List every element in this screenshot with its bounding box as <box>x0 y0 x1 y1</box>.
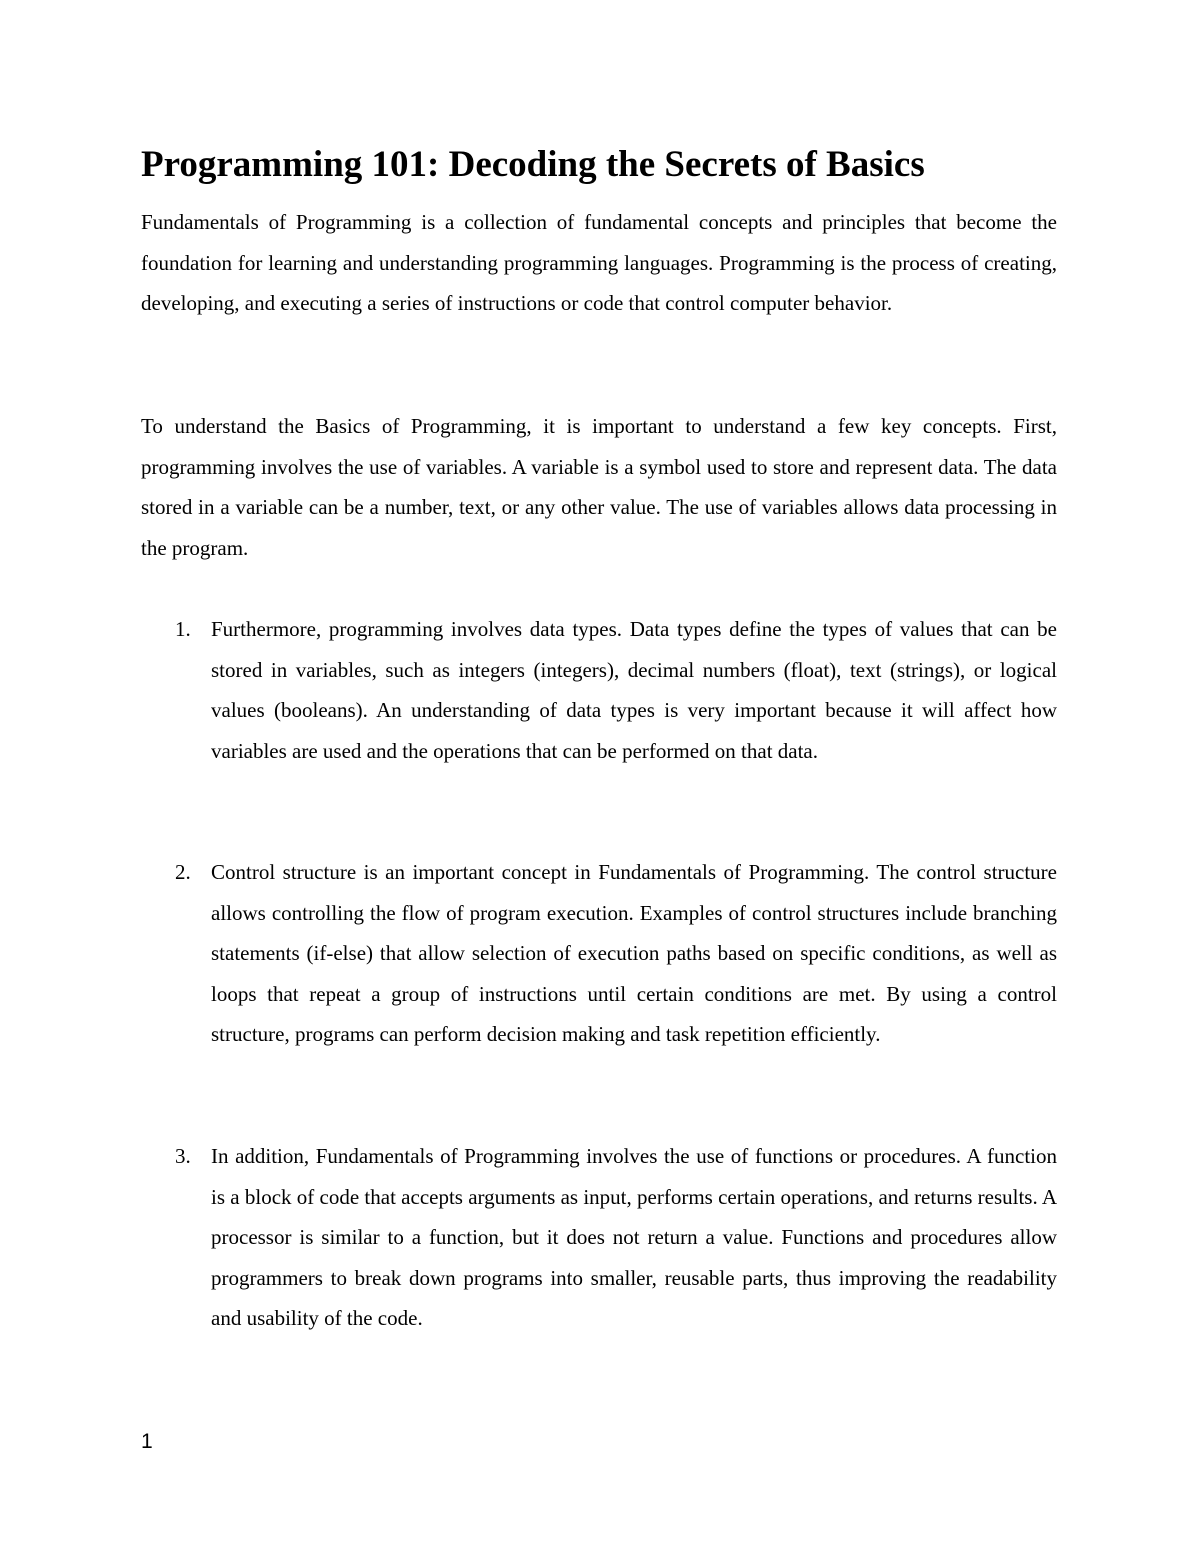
list-item-number: 2. <box>175 860 191 884</box>
list-item-number: 1. <box>175 617 191 641</box>
list-item-text: Control structure is an important concept in Fundamentals of Programming. The control structure allows controlling the flow of program execution. Examples of control structures include branching statements (if-else) that allow selection of execution paths based on specific conditions, as well as loops that repeat a group of instructions until certain conditions are met. By using a control structure, programs can perform decision making and task repetition efficiently. <box>211 860 1057 1046</box>
page-title: Programming 101: Decoding the Secrets of Basics <box>141 144 925 185</box>
intro-paragraph: Fundamentals of Programming is a collection of fundamental concepts and principles that become the foundation for learning and understanding programming languages. Programming is the process of creating, developing, and executing a series of instructions or code that control computer behavior. <box>141 210 1057 315</box>
list-item-text: Furthermore, programming involves data types. Data types define the types of values that can be stored in variables, such as integers (integers), decimal numbers (float), text (strings), or logical values (booleans). An understanding of data types is very important because it will affect how variables are used and the operations that can be performed on that data. <box>211 617 1057 763</box>
list-item-text: In addition, Fundamentals of Programming involves the use of functions or procedures. A function is a block of code that accepts arguments as input, performs certain operations, and returns results. A processor is similar to a function, but it does not return a value. Functions and procedures allow programmers to break down programs into smaller, reusable parts, thus improving the readability and usability of the code. <box>211 1144 1057 1330</box>
list-item-number: 3. <box>175 1144 191 1168</box>
page-number: 1 <box>141 1430 153 1453</box>
basics-paragraph: To understand the Basics of Programming, it is important to understand a few key concepts. First, programming involves the use of variables. A variable is a symbol used to store and represent data. The data stored in a variable can be a number, text, or any other value. The use of variables allows data processing in the program. <box>141 414 1057 560</box>
